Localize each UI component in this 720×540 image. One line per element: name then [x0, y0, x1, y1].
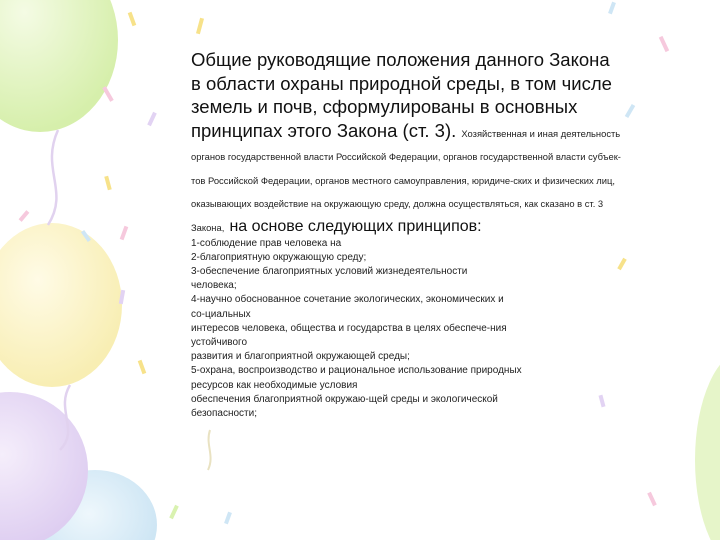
balloon-string	[48, 130, 58, 225]
list-item: 1-соблюдение прав человека на	[191, 237, 342, 249]
confetti	[625, 104, 635, 118]
list-item: 2-благоприятную окружающую среду;	[191, 251, 367, 263]
confetti	[659, 36, 669, 52]
list-item: устойчивого	[191, 336, 248, 348]
confetti	[138, 360, 147, 375]
heading-text: Общие руководящие положения данного Закона в области охраны природной среды, в том числе земель и почв, сформулированы в основных принципах этого Закона (ст. 3).	[191, 49, 612, 141]
list-item: человека;	[191, 280, 237, 292]
confetti	[128, 12, 137, 27]
yellow-balloon	[0, 223, 122, 387]
right-green-balloon	[695, 350, 720, 540]
confetti	[169, 505, 179, 519]
list-item: 5-охрана, воспроизводство и рациональное использование природных	[191, 365, 522, 377]
list-item: 4-научно обоснованное сочетание экологических, экономических и	[191, 294, 504, 306]
list-item: интересов человека, общества и государства в целях обеспече-ния	[191, 322, 507, 334]
confetti	[104, 176, 111, 191]
principles-list	[191, 237, 621, 422]
slide-heading	[191, 48, 621, 237]
confetti	[196, 18, 204, 34]
green-balloon	[0, 0, 118, 132]
confetti	[102, 86, 113, 102]
list-item: 3-обеспечение благоприятных условий жизнедеятельности	[191, 265, 468, 277]
list-item: обеспечения благоприятной окружаю-щей среды и экологической	[191, 393, 498, 405]
list-item: ресурсов как необходимые условия	[191, 379, 358, 391]
list-item: со-циальных	[191, 308, 251, 320]
confetti	[120, 226, 129, 241]
balloon-string	[208, 430, 211, 470]
confetti	[147, 112, 157, 126]
confetti	[647, 492, 657, 506]
intro-paragraph-small: Хозяйственная и иная деятельность органов государственной власти Российской Федерации, органов государственной власти субъек-тов Российской Федерации, органов местного самоуправления, юридиче-ских и физических лиц, оказывающих воздействие на окружающую среду, должна осуществляться, как сказано в ст. 3 Закона,	[191, 127, 621, 233]
list-item: развития и благоприятной окружающей среды;	[191, 351, 410, 363]
confetti	[608, 2, 616, 15]
confetti	[224, 512, 232, 525]
list-item: безопасности;	[191, 407, 257, 419]
confetti	[19, 210, 30, 222]
intro-paragraph-emphasis: на основе следующих принципов:	[229, 217, 482, 235]
slide-content	[191, 48, 621, 421]
